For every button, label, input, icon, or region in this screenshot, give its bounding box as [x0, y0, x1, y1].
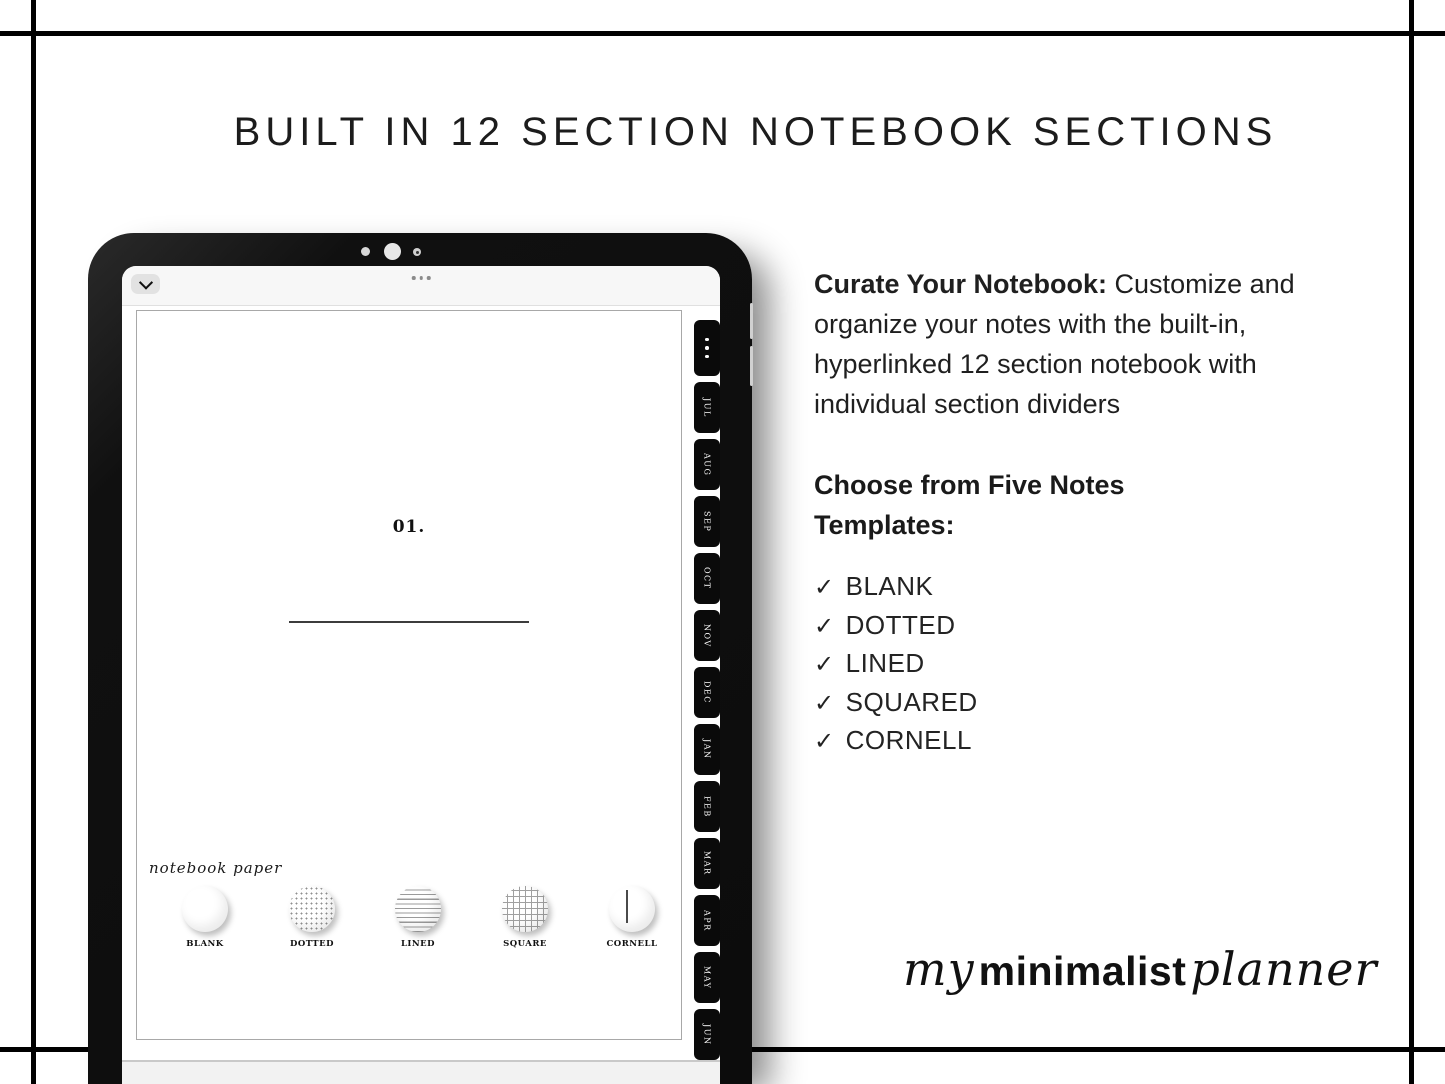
- brand-logo: [903, 942, 1377, 996]
- template-label: BLANK: [186, 939, 224, 949]
- section-tab-jan[interactable]: JAN: [694, 724, 720, 775]
- section-title-line: [289, 621, 529, 623]
- chevron-down-icon: [138, 276, 152, 290]
- volume-up-button[interactable]: [750, 303, 753, 339]
- section-tab-mar[interactable]: MAR: [694, 838, 720, 889]
- checklist-item: [814, 607, 1330, 646]
- logo-part-minimalist: minimalist: [978, 948, 1187, 994]
- check-icon: ✓: [814, 611, 835, 640]
- section-tab-jul[interactable]: JUL: [694, 382, 720, 433]
- template-swatch-dotted[interactable]: [289, 886, 335, 932]
- check-icon: ✓: [814, 727, 835, 755]
- camera-sensor-icon: [413, 248, 421, 256]
- checklist-label: SQUARED: [845, 686, 978, 717]
- logo-part-my: my: [903, 942, 975, 996]
- camera-dot-icon: [361, 247, 370, 256]
- collapse-toolbar-button[interactable]: [131, 274, 160, 294]
- section-tab-aug[interactable]: AUG: [694, 439, 720, 490]
- section-tab-apr[interactable]: APR: [694, 895, 720, 946]
- section-tab-dec[interactable]: DEC: [694, 667, 720, 718]
- camera-lens-icon: [384, 243, 401, 260]
- template-swatch-squared[interactable]: [502, 886, 548, 932]
- feature-heading: Curate Your Notebook:: [814, 269, 1108, 299]
- checklist-item: [814, 568, 1330, 607]
- frame-line-left: [31, 0, 36, 1084]
- templates-heading: Choose from Five Notes Templates:: [814, 470, 1125, 540]
- templates-checklist: [814, 568, 1330, 761]
- checklist-label: CORNELL: [845, 725, 972, 755]
- feature-body: Customize and organize your notes with the built-in, hyperlinked 12 section notebook with individual section dividers: [814, 269, 1295, 419]
- checklist-item: [814, 645, 1330, 684]
- template-swatch-blank[interactable]: [182, 886, 228, 932]
- section-number: 01.: [392, 517, 426, 537]
- feature-copy: [814, 264, 1330, 761]
- template-label: SQUARE: [503, 939, 547, 949]
- notebook-page: [136, 310, 682, 1040]
- checklist-label: BLANK: [845, 571, 934, 601]
- checklist-item: [814, 722, 1330, 761]
- checklist-item: [814, 684, 1330, 723]
- template-swatch-cornell[interactable]: [609, 886, 655, 932]
- cornell-margin-line: [626, 890, 628, 923]
- template-label: DOTTED: [290, 939, 334, 949]
- template-swatch-lined[interactable]: [395, 886, 441, 932]
- frame-line-top: [0, 31, 1445, 36]
- section-tab-oct[interactable]: OCT: [694, 553, 720, 604]
- check-icon: ✓: [814, 688, 835, 717]
- frame-line-right: [1409, 0, 1414, 1084]
- more-vertical-icon: [705, 338, 709, 342]
- next-page-edge: [122, 1060, 720, 1084]
- volume-down-button[interactable]: [750, 346, 753, 386]
- template-label: CORNELL: [606, 939, 658, 949]
- section-tab-jun[interactable]: JUN: [694, 1009, 720, 1060]
- tablet-screen: [122, 266, 720, 1084]
- template-label: LINED: [400, 939, 436, 949]
- section-tab-feb[interactable]: FEB: [694, 781, 720, 832]
- checklist-label: LINED: [845, 648, 925, 678]
- section-tab-may[interactable]: MAY: [694, 952, 720, 1003]
- logo-part-planner: planner: [1190, 942, 1378, 996]
- section-tab-sep[interactable]: SEP: [694, 496, 720, 547]
- tablet-mockup: [88, 233, 752, 1084]
- check-icon: ✓: [814, 650, 835, 678]
- paper-series-label: notebook paper: [149, 859, 283, 877]
- app-toolbar: [122, 266, 720, 306]
- checklist-label: DOTTED: [845, 609, 956, 640]
- more-options-icon[interactable]: [412, 276, 431, 280]
- feature-paragraph: [814, 264, 1330, 424]
- check-icon: ✓: [814, 573, 835, 601]
- tab-menu-button[interactable]: [694, 320, 720, 376]
- section-tab-nov[interactable]: NOV: [694, 610, 720, 661]
- section-tab-rail: [694, 320, 720, 1060]
- page-title: BUILT IN 12 SECTION NOTEBOOK SECTIONS: [233, 110, 1278, 154]
